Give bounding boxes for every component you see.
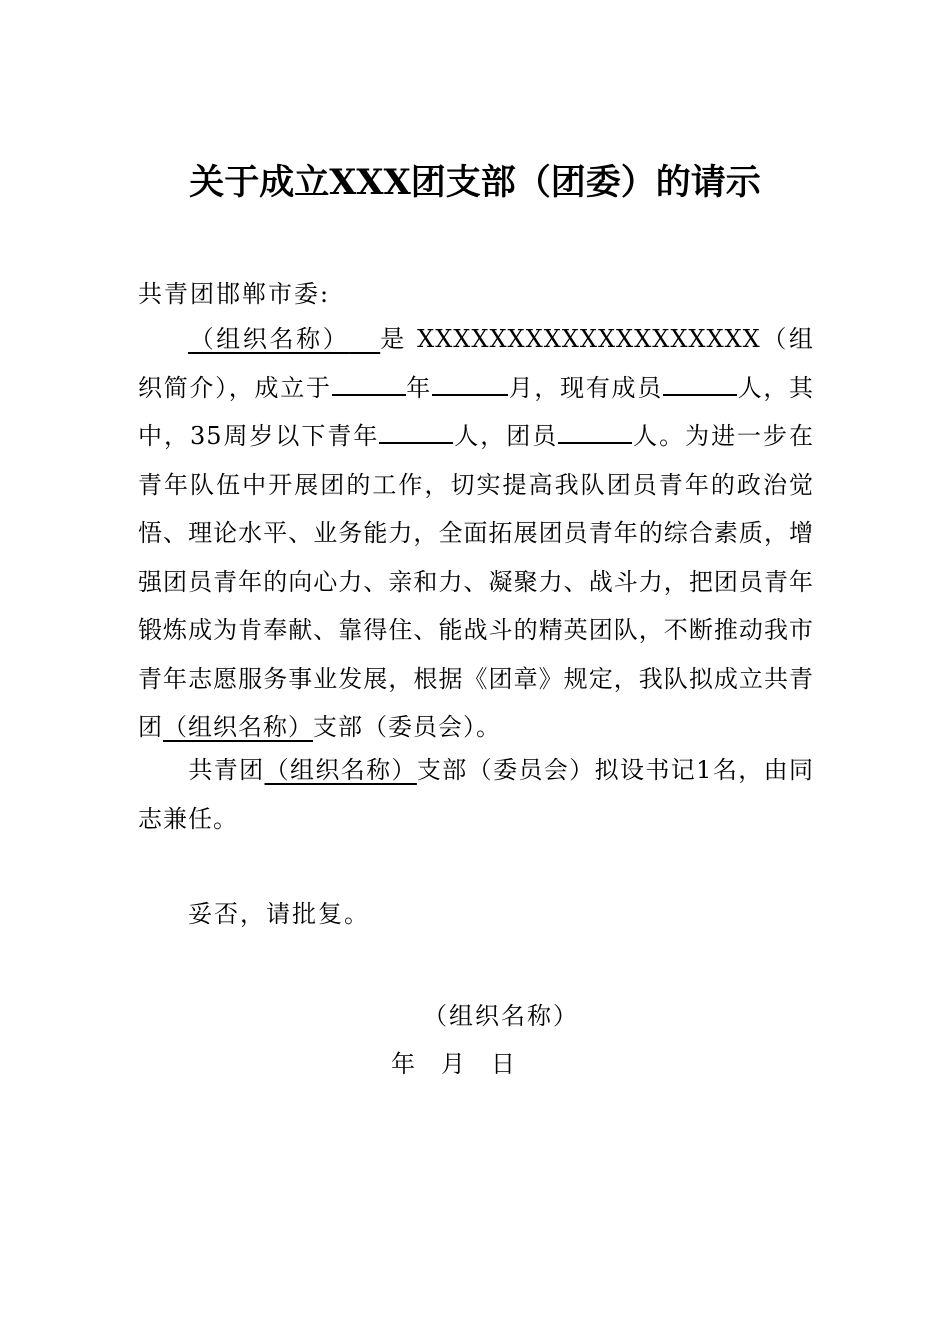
- org-name-placeholder-2: （组织名称）: [163, 713, 313, 741]
- text-intro: XXXXXXXXXXXXXXXXXXX（组织简介），成立于: [138, 325, 815, 402]
- org-name-placeholder-3: （组织名称）: [264, 756, 417, 784]
- document-title: 关于成立XXX团支部（团委）的请示: [189, 162, 761, 203]
- paragraph-secretary: [138, 746, 814, 843]
- text-ending: 支部（委员会）。: [313, 713, 501, 741]
- text-rest: 人。为进一步在青年队伍中开展团的工作，切实提高我队团员青年的政治觉悟、理论水平、业务能力，全面拓展团员青年的综合素质，增强团员青年的向心力、亲和力、凝聚力、战斗力，把团员青年锻炼成为肯奉献、靠得住、能战斗的精英团队，不断推动我市青年志愿服务事业发展，根据《团章》规定，我队拟成立共青团: [138, 422, 815, 741]
- date-day: 日: [491, 1050, 515, 1078]
- blank-youth: [379, 418, 453, 444]
- closing-remark: 妥否，请批复。: [188, 900, 370, 928]
- date-line: [391, 1040, 541, 1088]
- salutation: 共青团邯郸市委:: [138, 280, 331, 308]
- blank-year: [332, 370, 406, 396]
- text-people1: 人，其中，35周岁以下青年: [138, 373, 815, 450]
- paragraph-request: [138, 315, 814, 752]
- blank-members: [663, 370, 737, 396]
- date-year: 年: [391, 1050, 415, 1078]
- org-name-placeholder: （组织名称）: [188, 325, 350, 353]
- text-month: 月，现有成员: [508, 373, 663, 402]
- text-start: 共青团: [188, 756, 265, 784]
- signature-org: （组织名称）: [423, 1002, 579, 1030]
- text-people2: 人，团员: [453, 422, 559, 450]
- text-rest: 支部（委员会）拟设书记1名，由同志兼任。: [138, 756, 815, 833]
- blank-league-members: [558, 418, 632, 444]
- underline-gap: [349, 325, 380, 353]
- text-is: 是: [380, 325, 407, 353]
- date-month: 月: [441, 1050, 465, 1078]
- blank-month: [432, 370, 508, 396]
- text-year: 年: [405, 373, 433, 402]
